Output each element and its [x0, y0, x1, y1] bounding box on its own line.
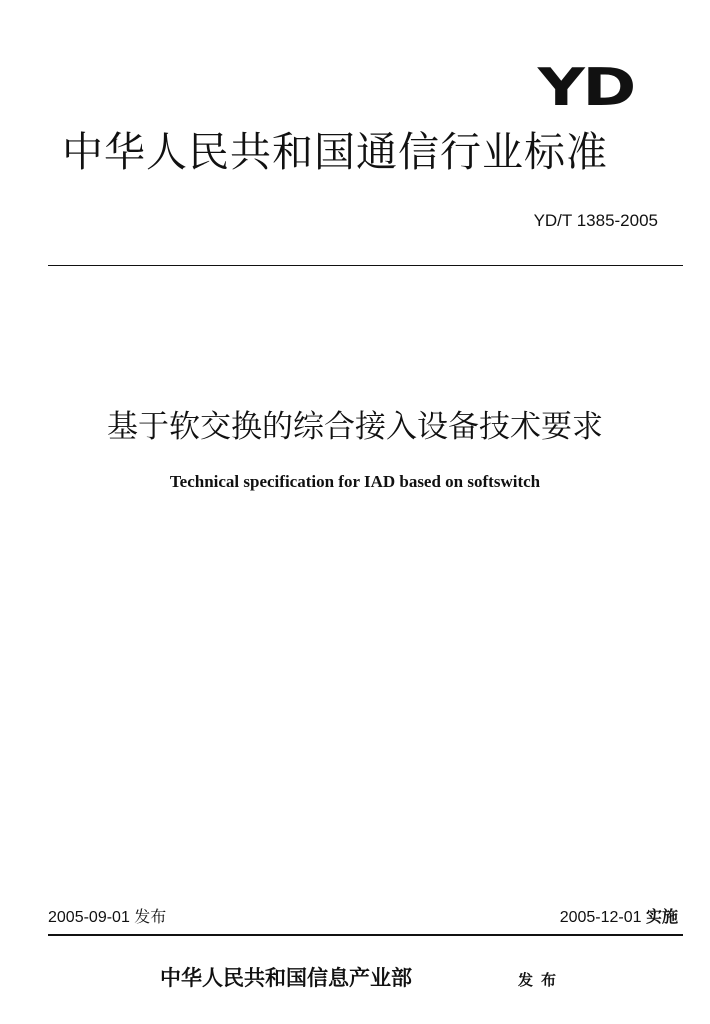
effective-date-block: [560, 910, 678, 926]
standard-number: YD/T 1385-2005: [533, 211, 658, 230]
top-divider: [48, 265, 683, 266]
issue-date: 2005-09-01: [48, 909, 130, 926]
issue-label: 发布: [134, 909, 167, 926]
effective-date: 2005-12-01: [559, 909, 642, 926]
document-title-english: Technical specification for IAD based on softswitch: [169, 472, 541, 491]
effective-label: 实施: [645, 909, 678, 926]
yd-logo: YD: [537, 58, 634, 118]
standard-category-title: 中华人民共和国通信行业标准: [62, 128, 608, 176]
publisher-name: 中华人民共和国信息产业部: [160, 966, 412, 990]
document-title-chinese: 基于软交换的综合接入设备技术要求: [107, 409, 603, 445]
issue-date-block: [48, 910, 166, 926]
publisher-action: 发布: [518, 971, 565, 989]
bottom-divider: [48, 934, 683, 936]
